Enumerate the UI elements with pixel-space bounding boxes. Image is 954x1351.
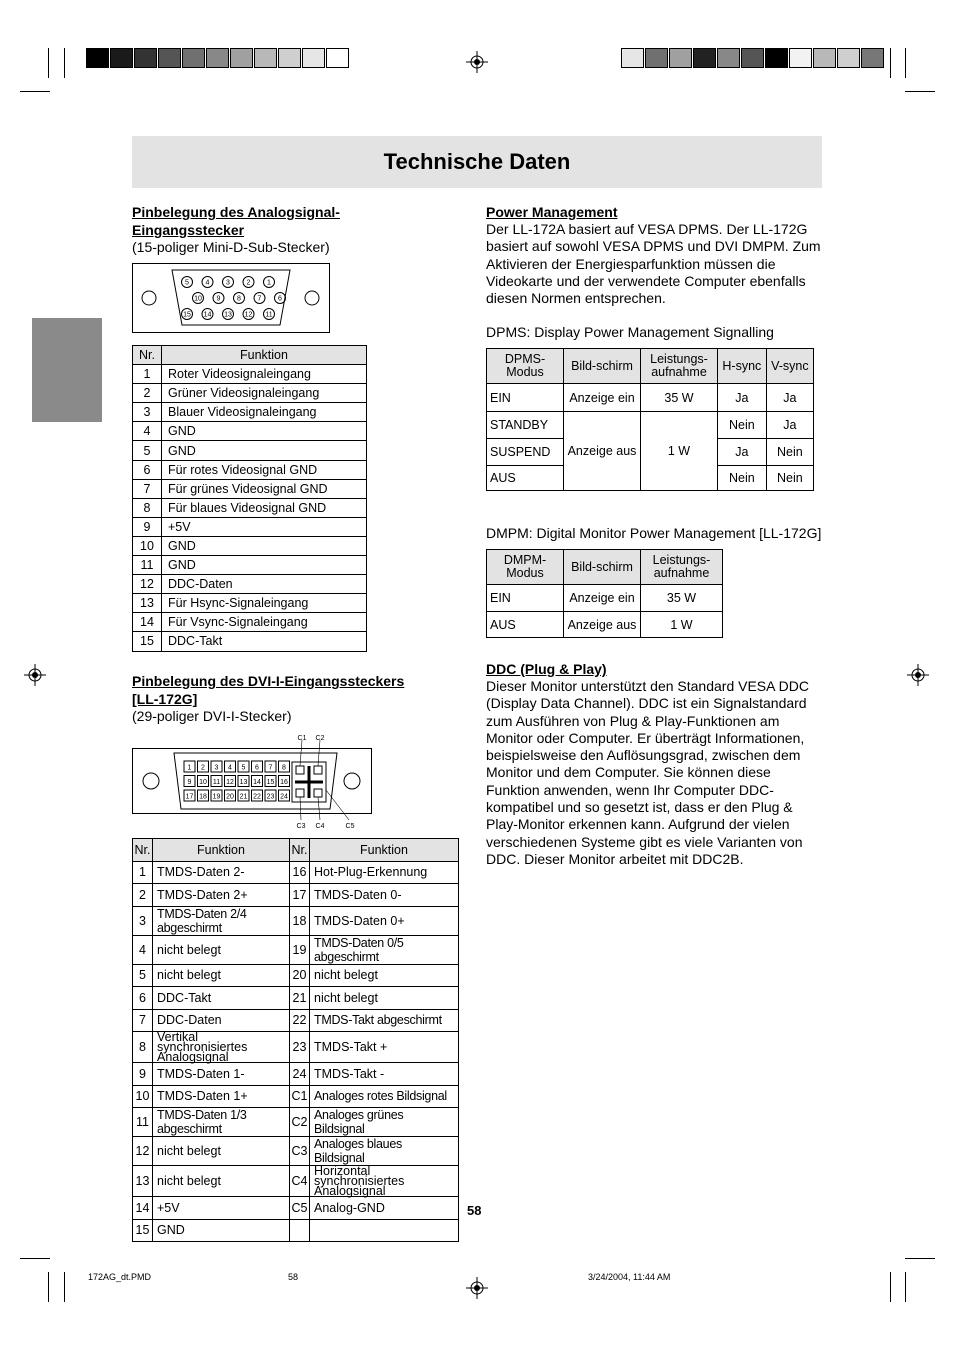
pin-number: 13 — [133, 1166, 153, 1197]
table-row — [133, 1197, 459, 1220]
pin-number: 18 — [290, 906, 310, 935]
crop-mark — [890, 1272, 891, 1302]
pin-function: TMDS-Daten 2- — [153, 861, 290, 884]
pin-function: Für blaues Videosignal GND — [162, 498, 367, 517]
pin-function: Analoges rotes Bildsignal — [310, 1085, 459, 1108]
table-row — [133, 460, 367, 479]
table-row — [133, 1108, 459, 1137]
table-row — [133, 1085, 459, 1108]
connector-pin-label: 16 — [280, 779, 288, 786]
table-row — [133, 536, 367, 555]
dvi-heading — [132, 672, 404, 708]
pin-number: C2 — [290, 1108, 310, 1137]
connector-pin-label: 8 — [237, 295, 241, 303]
pin-function: nicht belegt — [153, 964, 290, 987]
table-row — [133, 479, 367, 498]
pin-number: 23 — [290, 1032, 310, 1063]
dmpm-cell: Anzeige ein — [564, 585, 641, 612]
ddc-paragraph: Dieser Monitor unterstützt den Standard VESA DDC (Display Data Channel). DDC ist ein Signalstandard zum Ausführen von Plug & Play-Funktionen am Monitor oder Computer. Er überträgt Informationen, beispielsweise den Auflösungsgrad, zwischen dem Monitor und dem Computer. Sie können diese Funktion anwenden, wenn Ihr Computer DDC-kompatibel und so gesetzt ist, dass er den Plug & Play-Monitor erkennen kann. Aufgrund der vielen verschiedenen Systeme gibt es viele Varianten von DDC. Dieser Monitor arbeitet mit DDC2B. — [486, 678, 809, 867]
dvi-connector-diagram — [132, 732, 372, 832]
dmpm-cell: EIN — [487, 585, 564, 612]
crop-mark — [64, 48, 65, 78]
dvi-label-c1: C1 — [297, 735, 307, 742]
table-row — [133, 1219, 459, 1242]
pin-function: GND — [162, 441, 367, 460]
pin-function: nicht belegt — [153, 935, 290, 964]
pin-function: nicht belegt — [310, 964, 459, 987]
connector-pin-label: 10 — [194, 295, 202, 303]
table-row — [133, 575, 367, 594]
pin-function: TMDS-Daten 1/3 abgeschirmt — [153, 1108, 290, 1137]
dvi-subheading: (29-poliger DVI-I-Stecker) — [132, 708, 292, 724]
pin-function: DDC-Daten — [153, 1009, 290, 1032]
crop-mark — [48, 48, 49, 78]
pin-function: Grüner Videosignaleingang — [162, 384, 367, 403]
dpms-cell: Ja — [718, 439, 767, 466]
color-calibration-bar-right — [621, 48, 885, 68]
table-row — [133, 498, 367, 517]
connector-pin-label: 3 — [214, 764, 219, 772]
dpms-cell: Anzeige ein — [564, 384, 641, 412]
pin-function: TMDS-Daten 1+ — [153, 1085, 290, 1108]
pin-number: 7 — [133, 1009, 153, 1032]
connector-pin-label: 4 — [228, 764, 232, 772]
dvi-label-c4: C4 — [315, 823, 325, 830]
dpms-cell: Ja — [766, 412, 813, 439]
page-title: Technische Daten — [383, 149, 571, 174]
pin-function: TMDS-Daten 0/5 abgeschirmt — [310, 935, 459, 964]
pin-function: TMDS-Daten 1- — [153, 1063, 290, 1086]
pin-number: 21 — [290, 987, 310, 1010]
pin-number: 6 — [133, 987, 153, 1010]
pin-function: Analoges grünes Bildsignal — [310, 1108, 459, 1137]
connector-pin-label: 12 — [226, 779, 234, 786]
connector-pin-label: 9 — [216, 295, 221, 303]
section-side-tab — [32, 318, 102, 422]
connector-pin-label: 9 — [187, 779, 192, 786]
dvi-label-c5: C5 — [345, 823, 355, 830]
table-row — [133, 1137, 459, 1166]
pin-number: C5 — [290, 1197, 310, 1220]
pin-number: C1 — [290, 1085, 310, 1108]
dvi-label-c3: C3 — [296, 823, 306, 830]
pin-function: Vertikal synchronisiertes Analogsignal — [153, 1032, 290, 1063]
pin-function: DDC-Takt — [153, 987, 290, 1010]
dpms-col-hsync: H-sync — [718, 349, 767, 384]
dpms-cell: Nein — [766, 466, 813, 491]
pin-function: DDC-Daten — [162, 575, 367, 594]
table-row — [133, 403, 367, 422]
table-row — [133, 1009, 459, 1032]
dpms-table — [486, 348, 814, 491]
dpms-col-vsync: V-sync — [766, 349, 813, 384]
pin-function: TMDS-Daten 0+ — [310, 906, 459, 935]
registration-mark-icon — [24, 664, 46, 686]
crop-mark — [905, 1258, 935, 1259]
connector-pin-label: 11 — [212, 779, 221, 786]
connector-pin-label: 1 — [267, 279, 271, 287]
dvi-col-funktion: Funktion — [153, 839, 290, 862]
pin-number: 3 — [133, 906, 153, 935]
dvi-col-nr-2: Nr. — [290, 839, 310, 862]
power-paragraph: Der LL-172A basiert auf VESA DPMS. Der LL-172G basiert auf sowohl VESA DPMS und DVI DMPM. Zum Aktivieren der Energiesparfunktion müssen die Videokarte und der verwendete Computer ebenfalls diesen Normen entsprechen. — [486, 221, 821, 307]
pin-number: 15 — [133, 632, 162, 651]
crop-mark — [890, 48, 891, 78]
crop-mark — [20, 91, 50, 92]
dvi-pin-table — [132, 838, 459, 1242]
pin-number: 6 — [133, 460, 162, 479]
footer-page: 58 — [288, 1272, 299, 1282]
pin-number: 20 — [290, 964, 310, 987]
table-row — [133, 935, 459, 964]
pin-number: 7 — [133, 479, 162, 498]
dvi-heading-line1: Pinbelegung des DVI-I-Eingangssteckers — [132, 673, 405, 689]
analog-col-funktion: Funktion — [162, 346, 367, 365]
pin-function: TMDS-Takt + — [310, 1032, 459, 1063]
connector-pin-label: 6 — [278, 295, 282, 303]
analog-subheading: (15-poliger Mini-D-Sub-Stecker) — [132, 239, 330, 255]
dmpm-cell: Anzeige aus — [564, 612, 641, 638]
registration-mark-icon — [466, 51, 488, 73]
pin-number: 12 — [133, 575, 162, 594]
dmpm-cell: AUS — [487, 612, 564, 638]
pin-function: Für Vsync-Signaleingang — [162, 613, 367, 632]
dsub-connector-diagram — [132, 263, 330, 333]
ddc-heading: DDC (Plug & Play) — [486, 661, 607, 677]
pin-number: 24 — [290, 1063, 310, 1086]
dpms-caption: DPMS: Display Power Management Signalling — [486, 324, 774, 340]
connector-pin-label: 21 — [239, 793, 248, 801]
connector-pin-label: 13 — [224, 311, 232, 319]
connector-pin-label: 14 — [203, 311, 212, 319]
pin-function: TMDS-Daten 2/4 abgeschirmt — [153, 906, 290, 935]
title-bar — [132, 136, 822, 188]
table-row — [133, 384, 367, 403]
pin-number: 17 — [290, 884, 310, 907]
connector-pin-label: 2 — [201, 764, 205, 772]
connector-pin-label: 4 — [205, 279, 210, 287]
pin-number: 11 — [133, 556, 162, 575]
dpms-col-modus: DPMS-Modus — [487, 349, 564, 384]
connector-pin-label: 18 — [199, 793, 207, 801]
dpms-cell: Nein — [766, 439, 813, 466]
pin-function: Blauer Videosignaleingang — [162, 403, 367, 422]
table-row — [133, 987, 459, 1010]
pin-number: 22 — [290, 1009, 310, 1032]
table-row — [133, 594, 367, 613]
dpms-col-bildschirm: Bild-schirm — [564, 349, 641, 384]
table-row — [133, 1166, 459, 1197]
dvi-col-funktion-2: Funktion — [310, 839, 459, 862]
connector-pin-label: 7 — [257, 295, 262, 303]
pin-number: 9 — [133, 1063, 153, 1086]
analog-heading — [132, 203, 340, 239]
crop-mark — [905, 91, 935, 92]
pin-number: 8 — [133, 498, 162, 517]
pin-number: 9 — [133, 517, 162, 536]
pin-number: 13 — [133, 594, 162, 613]
table-row — [133, 613, 367, 632]
dpms-cell: 1 W — [641, 412, 718, 491]
registration-mark-icon — [907, 664, 929, 686]
page-number: 58 — [467, 1203, 482, 1218]
analog-pin-table — [132, 345, 367, 652]
analog-heading-line1: Pinbelegung des Analogsignal- — [132, 204, 340, 220]
dpms-cell: Anzeige aus — [564, 412, 641, 491]
pin-number: 3 — [133, 403, 162, 422]
dvi-label-c2: C2 — [315, 735, 325, 742]
connector-pin-label: 17 — [185, 793, 194, 801]
pin-function: GND — [153, 1219, 290, 1242]
dpms-cell: STANDBY — [487, 412, 564, 439]
pin-function: Hot-Plug-Erkennung — [310, 861, 459, 884]
connector-pin-label: 15 — [266, 779, 275, 786]
pin-function: nicht belegt — [153, 1166, 290, 1197]
table-row — [133, 422, 367, 441]
pin-function: Für rotes Videosignal GND — [162, 460, 367, 479]
pin-function: Für grünes Videosignal GND — [162, 479, 367, 498]
pin-number: 14 — [133, 613, 162, 632]
pin-function: +5V — [162, 517, 367, 536]
dpms-cell: 35 W — [641, 384, 718, 412]
table-row — [133, 964, 459, 987]
dpms-cell: SUSPEND — [487, 439, 564, 466]
connector-pin-label: 13 — [239, 779, 248, 786]
analog-heading-line2: Eingangsstecker — [132, 222, 245, 238]
pin-number: 8 — [133, 1032, 153, 1063]
pin-number: 19 — [290, 935, 310, 964]
dmpm-col-modus: DMPM-Modus — [487, 550, 564, 585]
connector-pin-label: 12 — [244, 311, 253, 319]
pin-number: 1 — [133, 365, 162, 384]
table-row — [133, 517, 367, 536]
dmpm-table — [486, 549, 723, 638]
connector-pin-label: 1 — [187, 764, 192, 772]
pin-number: 11 — [133, 1108, 153, 1137]
pin-number: 15 — [133, 1219, 153, 1242]
pin-number: 16 — [290, 861, 310, 884]
dvi-heading-line2: [LL-172G] — [132, 691, 198, 707]
crop-mark — [905, 1272, 906, 1302]
footer-date: 3/24/2004, 11:44 AM — [588, 1272, 671, 1282]
pin-function: DDC-Takt — [162, 632, 367, 651]
connector-pin-label: 2 — [246, 279, 251, 287]
pin-function: TMDS-Takt - — [310, 1063, 459, 1086]
pin-number: 14 — [133, 1197, 153, 1220]
pin-function: GND — [162, 422, 367, 441]
pin-function — [310, 1219, 459, 1242]
table-row — [133, 632, 367, 651]
dpms-cell: Ja — [766, 384, 813, 412]
connector-pin-label: 3 — [226, 279, 230, 287]
crop-mark — [48, 1272, 49, 1302]
connector-pin-label: 10 — [199, 779, 207, 786]
dpms-cell: Nein — [718, 412, 767, 439]
dvi-col-nr: Nr. — [133, 839, 153, 862]
table-row — [133, 861, 459, 884]
table-row — [133, 884, 459, 907]
pin-number: C4 — [290, 1166, 310, 1197]
table-row — [133, 1063, 459, 1086]
pin-number — [290, 1219, 310, 1242]
dmpm-caption: DMPM: Digital Monitor Power Management [LL-172G] — [486, 525, 822, 541]
connector-pin-label: 22 — [253, 793, 261, 801]
dmpm-cell: 1 W — [641, 612, 723, 638]
pin-function: Analog-GND — [310, 1197, 459, 1220]
footer-file: 172AG_dt.PMD — [88, 1272, 152, 1282]
pin-number: 10 — [133, 1085, 153, 1108]
pin-function: Für Hsync-Signaleingang — [162, 594, 367, 613]
pin-function: +5V — [153, 1197, 290, 1220]
dpms-cell: AUS — [487, 466, 564, 491]
dmpm-col-bildschirm: Bild-schirm — [564, 550, 641, 585]
connector-pin-label: 6 — [255, 764, 259, 772]
pin-number: 4 — [133, 935, 153, 964]
connector-pin-label: 5 — [185, 279, 189, 287]
pin-number: 2 — [133, 884, 153, 907]
pin-function: nicht belegt — [310, 987, 459, 1010]
table-row — [133, 365, 367, 384]
dpms-col-leistung: Leistungs-aufnahme — [641, 349, 718, 384]
pin-function: GND — [162, 536, 367, 555]
registration-mark-icon — [466, 1277, 488, 1299]
analog-col-nr: Nr. — [133, 346, 162, 365]
pin-function: Roter Videosignaleingang — [162, 365, 367, 384]
connector-pin-label: 24 — [280, 793, 288, 801]
power-heading: Power Management — [486, 204, 618, 220]
dmpm-col-leistung: Leistungs-aufnahme — [641, 550, 723, 585]
dpms-cell: Ja — [718, 384, 767, 412]
table-row — [133, 1032, 459, 1063]
pin-function: TMDS-Daten 0- — [310, 884, 459, 907]
pin-function: TMDS-Daten 2+ — [153, 884, 290, 907]
connector-pin-label: 5 — [241, 764, 246, 772]
connector-pin-label: 7 — [268, 764, 273, 772]
pin-function: GND — [162, 556, 367, 575]
crop-mark — [905, 48, 906, 78]
pin-function: Analoges blaues Bildsignal — [310, 1137, 459, 1166]
connector-pin-label: 23 — [266, 793, 275, 801]
connector-pin-label: 15 — [183, 311, 191, 319]
dmpm-cell: 35 W — [641, 585, 723, 612]
dpms-cell: EIN — [487, 384, 564, 412]
table-row — [133, 441, 367, 460]
pin-number: 5 — [133, 441, 162, 460]
connector-pin-label: 8 — [282, 764, 286, 772]
connector-pin-label: 14 — [253, 779, 261, 786]
color-calibration-bar-left — [86, 48, 350, 68]
pin-number: 2 — [133, 384, 162, 403]
connector-pin-label: 11 — [265, 311, 273, 319]
pin-number: 12 — [133, 1137, 153, 1166]
pin-function: TMDS-Takt abgeschirmt — [310, 1009, 459, 1032]
pin-number: 4 — [133, 422, 162, 441]
pin-number: 10 — [133, 536, 162, 555]
crop-mark — [64, 1272, 65, 1302]
dpms-cell: Nein — [718, 466, 767, 491]
connector-pin-label: 19 — [212, 793, 221, 801]
pin-number: 1 — [133, 861, 153, 884]
connector-pin-label: 20 — [226, 793, 234, 801]
pin-number: 5 — [133, 964, 153, 987]
table-row — [133, 556, 367, 575]
pin-function: nicht belegt — [153, 1137, 290, 1166]
table-row — [133, 906, 459, 935]
crop-mark — [20, 1258, 50, 1259]
pin-number: C3 — [290, 1137, 310, 1166]
pin-function: Horizontal synchronisiertes Analogsignal — [310, 1166, 459, 1197]
